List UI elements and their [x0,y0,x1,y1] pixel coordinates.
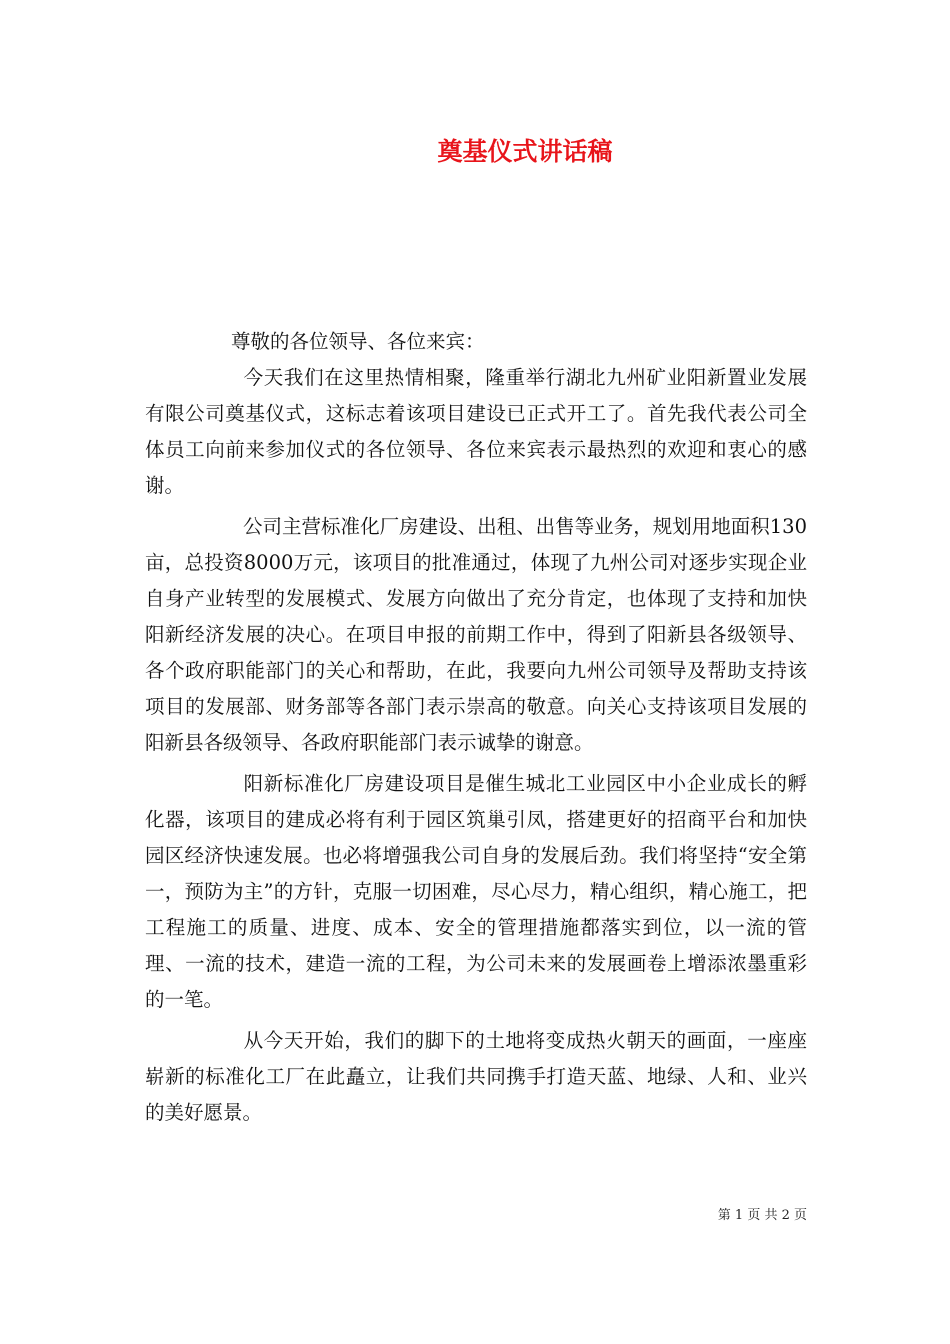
document-body [145,324,807,1131]
paragraph-project-significance [145,766,807,1018]
paragraph-text: 从今天开始，我们的脚下的土地将变成热火朝天的画面，一座座崭新的标准化工厂在此矗立，让我们共同携手打造天蓝、地绿、人和、业兴的美好愿景。 [145,1029,807,1124]
paragraph-text: 公司主营标准化厂房建设、出租、出售等业务，规划用地面积130亩，总投资8000万元，该项目的批准通过，体现了九州公司对逐步实现企业自身产业转型的发展模式、发展方向做出了充分肯定，也体现了支持和加快阳新经济发展的决心。在项目申报的前期工作中，得到了阳新县各级领导、各个政府职能部门的关心和帮助，在此，我要向九州公司领导及帮助支持该项目的发展部、财务部等各部门表示崇高的敬意。向关心支持该项目发展的阳新县各级领导、各政府职能部门表示诚挚的谢意。 [145,515,807,754]
document-title: 奠基仪式讲话稿 [437,137,613,166]
paragraph-text: 阳新标准化厂房建设项目是催生城北工业园区中小企业成长的孵化器，该项目的建成必将有利于园区筑巢引凤，搭建更好的招商平台和加快园区经济快速发展。也必将增强我公司自身的发展后劲。我们将坚持“安全第一，预防为主”的方针，克服一切困难，尽心尽力，精心组织，精心施工，把工程施工的质量、进度、成本、安全的管理措施都落实到位，以一流的管理、一流的技术，建造一流的工程，为公司未来的发展画卷上增添浓墨重彩的一笔。 [145,772,807,1011]
paragraph-company-overview [145,509,807,761]
paragraph-opening [145,360,807,504]
paragraph-closing [145,1023,807,1131]
paragraph-text: 今天我们在这里热情相聚，隆重举行湖北九州矿业阳新置业发展有限公司奠基仪式，这标志着该项目建设已正式开工了。首先我代表公司全体员工向前来参加仪式的各位领导、各位来宾表示最热烈的欢迎和衷心的感谢。 [145,366,807,497]
salutation: 尊敬的各位领导、各位来宾： [231,330,485,353]
page-number: 第 1 页 共 2 页 [717,1208,807,1223]
